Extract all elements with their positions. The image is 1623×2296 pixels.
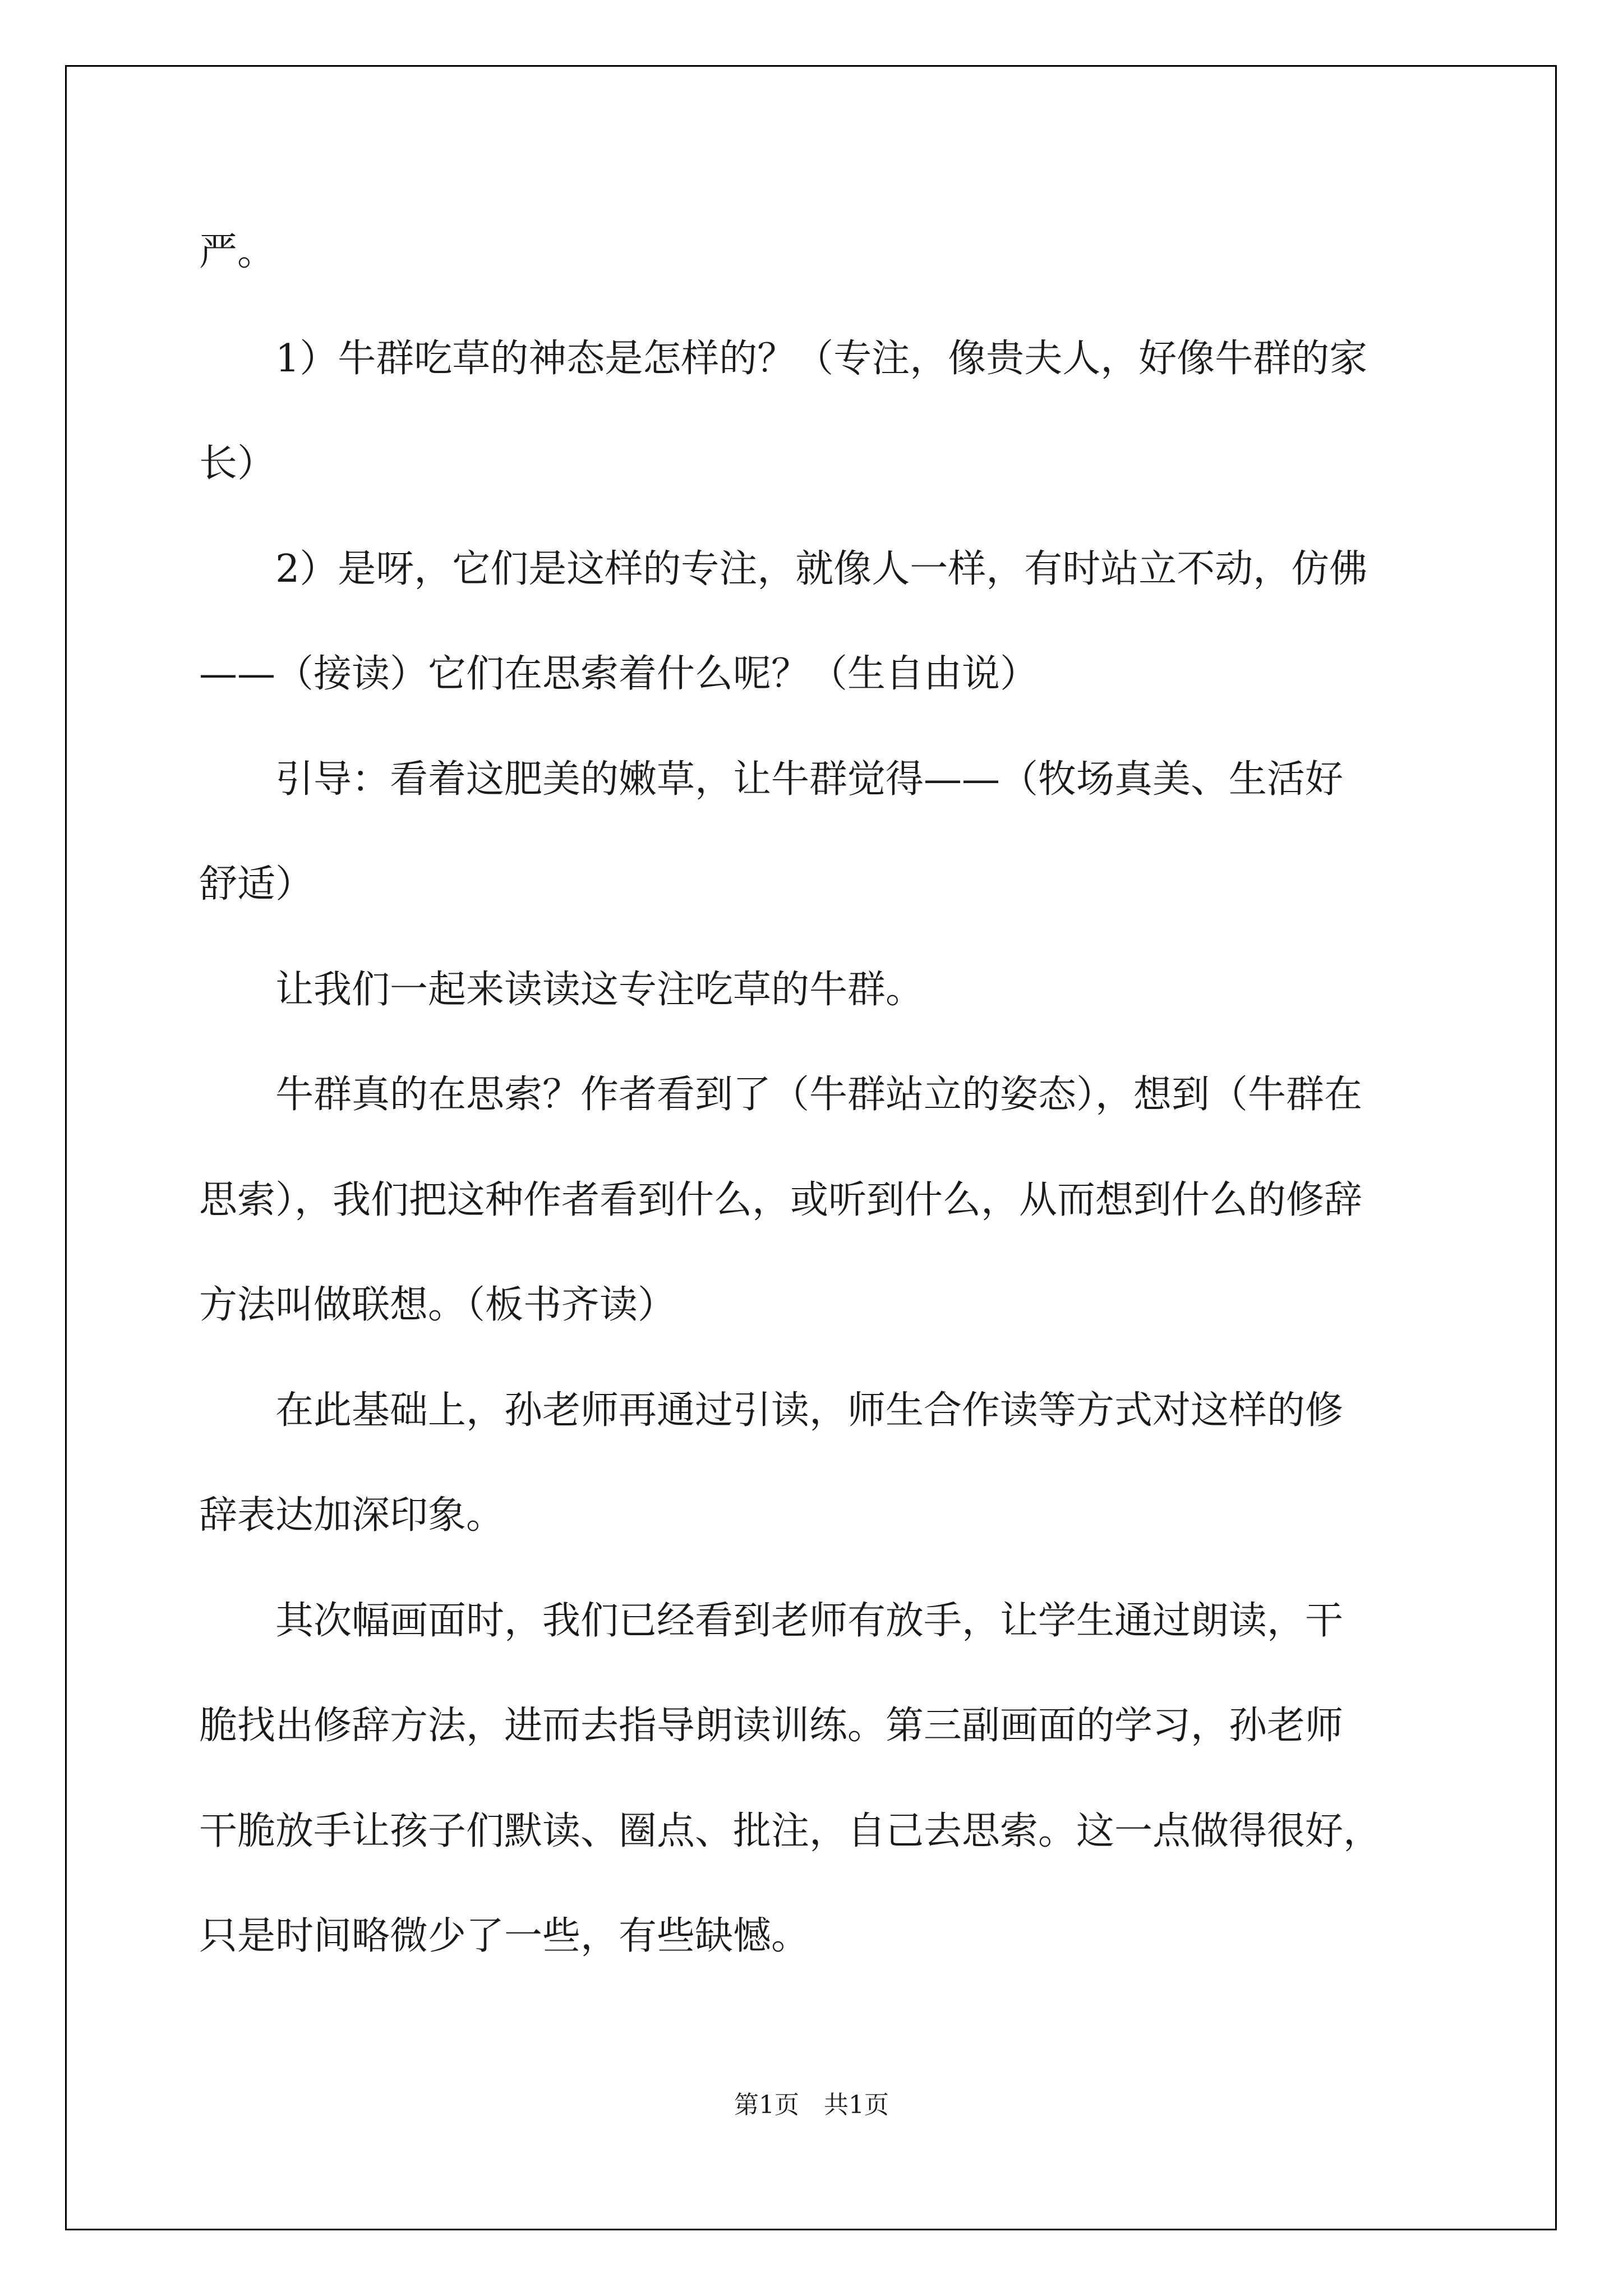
text-line: 在此基础上，孙老师再通过引读，师生合作读等方式对这样的修 [199, 1388, 1344, 1433]
text-line: 牛群真的在思索？作者看到了（牛群站立的姿态），想到（牛群在 [199, 1073, 1363, 1117]
page-border [65, 65, 1557, 2230]
text-line: 脆找出修辞方法，进而去指导朗读训练。第三副画面的学习，孙老师 [199, 1704, 1344, 1748]
text-line: 舒适） [199, 862, 314, 907]
text-line: 辞表达加深印象。 [199, 1493, 505, 1538]
text-line: 2）是呀，它们是这样的专注，就像人一样，有时站立不动，仿佛 [199, 547, 1368, 591]
page-footer: 第1页 共1页 [734, 2091, 889, 2119]
text-line: ——（接读）它们在思索着什么呢？（生自由说） [199, 652, 1039, 696]
text-line: 其次幅画面时，我们已经看到老师有放手，让学生通过朗读，干 [199, 1599, 1344, 1643]
text-line: 方法叫做联想。（板书齐读） [199, 1283, 676, 1327]
text-line: 让我们一起来读读这专注吃草的牛群。 [199, 968, 924, 1012]
text-line: 严。 [199, 230, 276, 274]
text-line: 引导：看着这肥美的嫩草，让牛群觉得——（牧场真美、生活好 [199, 757, 1344, 802]
text-line: 思索），我们把这种作者看到什么，或听到什么，从而想到什么的修辞 [199, 1178, 1363, 1222]
text-line: 1）牛群吃草的神态是怎样的？（专注，像贵夫人，好像牛群的家 [199, 337, 1368, 381]
text-line: 只是时间略微少了一些，有些缺憾。 [199, 1914, 810, 1958]
text-line: 干脆放手让孩子们默读、圈点、批注，自己去思索。这一点做得很好， [199, 1809, 1382, 1853]
text-line: 长） [199, 441, 276, 486]
